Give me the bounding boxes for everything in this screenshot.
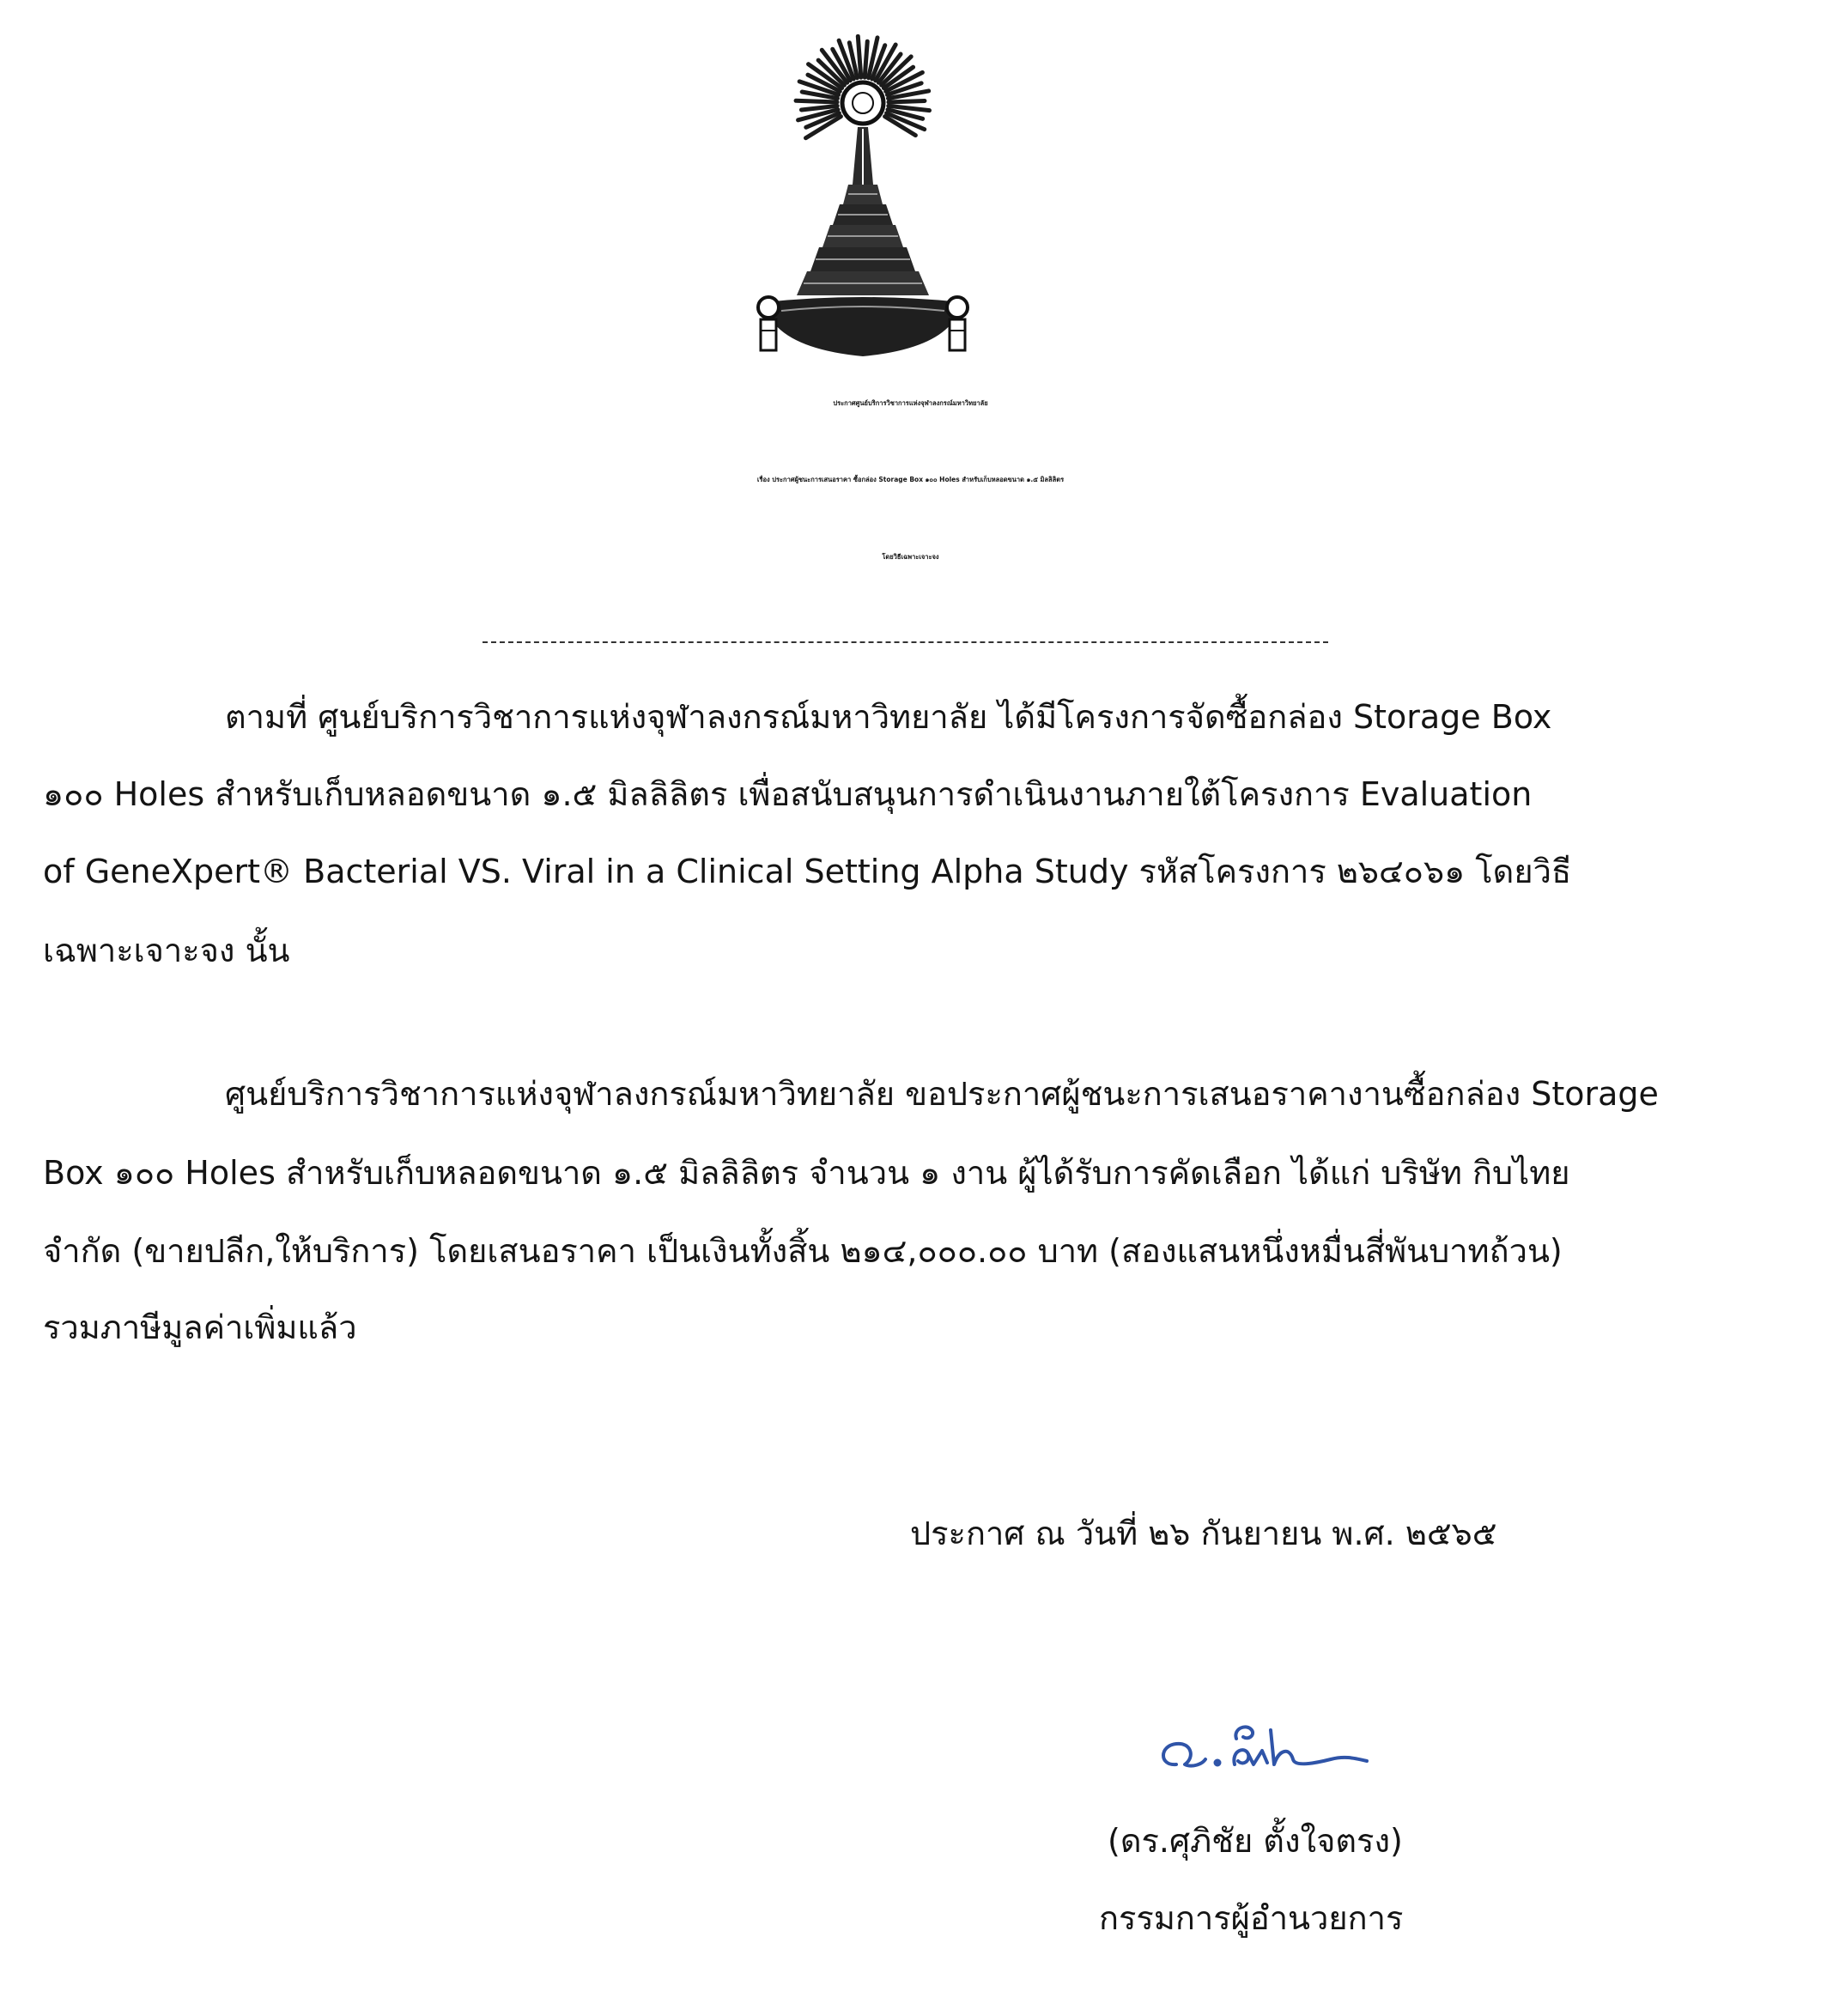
paragraph-line: Box ๑๐๐ Holes สำหรับเก็บหลอดขนาด ๑.๕ มิลลิลิตร จำนวน ๑ งาน ผู้ได้รับการคัดเลือก ได้แก่ บริษัท กิบไทย [43, 1154, 1570, 1192]
announcement-title: ประกาศศูนย์บริการวิชาการแห่งจุฬาลงกรณ์มหาวิทยาลัย [833, 399, 988, 407]
paragraph-line: ศูนย์บริการวิชาการแห่งจุฬาลงกรณ์มหาวิทยาลัย ขอประกาศผู้ชนะการเสนอราคางานซื้อกล่อง Storage [225, 1075, 1659, 1113]
paragraph-line: ๑๐๐ Holes สำหรับเก็บหลอดขนาด ๑.๕ มิลลิลิตร เพื่อสนับสนุนการดำเนินงานภายใต้โครงการ Evaluation [43, 775, 1533, 813]
paragraph-line: รวมภาษีมูลค่าเพิ่มแล้ว [43, 1309, 357, 1346]
signer-name: (ดร.ศุภิชัย ตั้งใจตรง) [1108, 1822, 1403, 1860]
handwritten-signature [1142, 1704, 1399, 1782]
paragraph-line: ตามที่ ศูนย์บริการวิชาการแห่งจุฬาลงกรณ์มหาวิทยาลัย ได้มีโครงการจัดซื้อกล่อง Storage Box [225, 698, 1552, 736]
signer-position: กรรมการผู้อำนวยการ [1099, 1899, 1404, 1937]
university-emblem [747, 34, 979, 373]
announcement-subject: เรื่อง ประกาศผู้ชนะการเสนอราคา ซื้อกล่อง Storage Box ๑๐๐ Holes สำหรับเก็บหลอดขนาด ๑.๕ มิลลิลิตร [756, 476, 1065, 483]
emblem-ray [889, 100, 925, 101]
paragraph-line: of GeneXpert® Bacterial VS. Viral in a Clinical Setting Alpha Study รหัสโครงการ ๒๖๔๐๖๑ โดยวิธี [43, 853, 1572, 890]
dashed-divider [483, 641, 1328, 643]
emblem-ray [796, 100, 837, 102]
emblem-ray [858, 36, 861, 77]
announcement-date: ประกาศ ณ วันที่ ๒๖ กันยายน พ.ศ. ๒๕๖๕ [910, 1515, 1497, 1552]
paragraph-line: จำกัด (ขายปลีก,ให้บริการ) โดยเสนอราคา เป็นเงินทั้งสิ้น ๒๑๔,๐๐๐.๐๐ บาท (สองแสนหนึ่งหมื่นสี่พันบาทถ้วน) [43, 1232, 1563, 1270]
emblem-ray [865, 41, 867, 77]
paragraph-line: เฉพาะเจาะจง นั้น [43, 932, 290, 969]
procurement-method: โดยวิธีเฉพาะเจาะจง [882, 553, 939, 561]
